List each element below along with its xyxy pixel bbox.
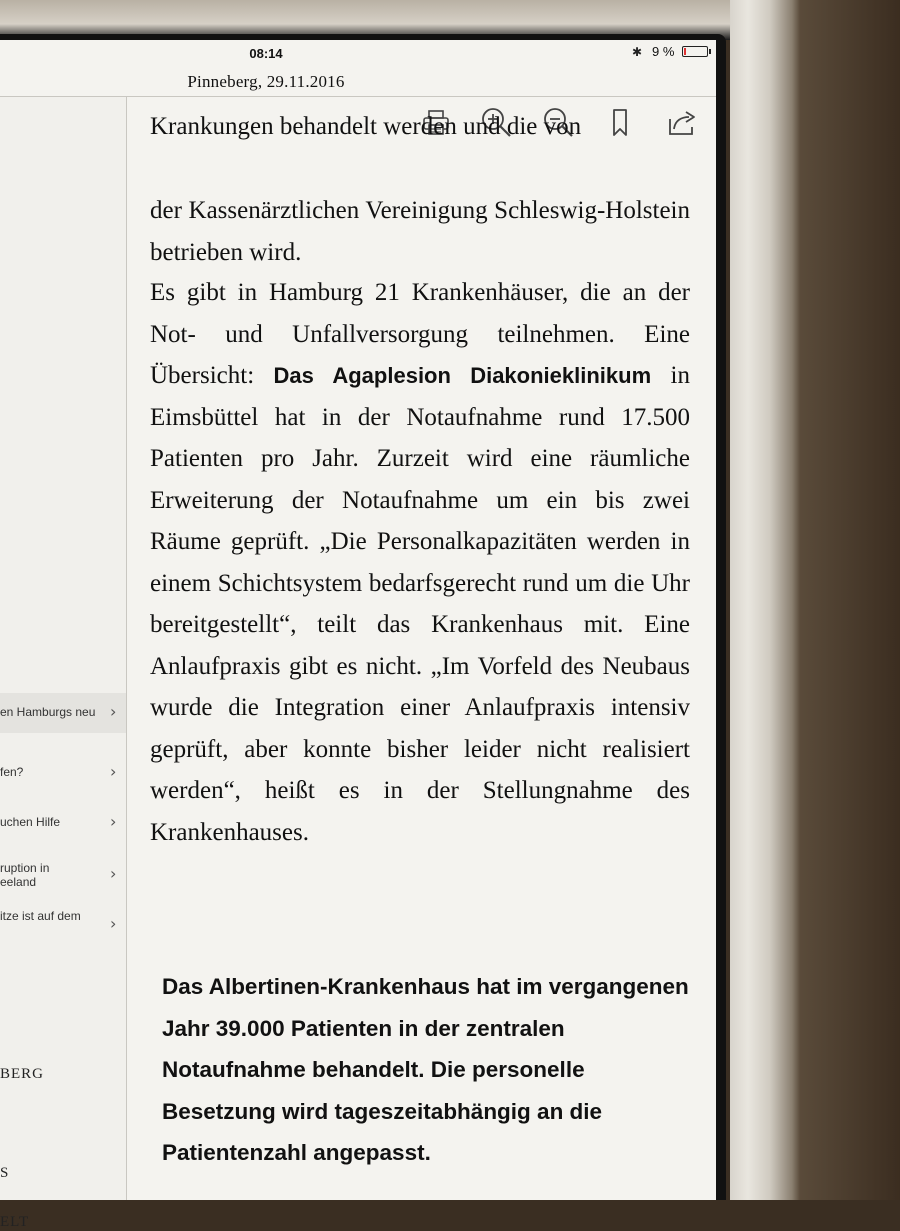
hospital-name-bold: Das Agaplesion Diakonieklinikum bbox=[273, 363, 652, 388]
sidebar-article-item[interactable] bbox=[0, 803, 126, 843]
status-time: 08:14 bbox=[249, 46, 283, 61]
sidebar-article-item[interactable] bbox=[0, 753, 126, 793]
sidebar-article-label: ruption in eeland bbox=[0, 861, 50, 889]
status-bar bbox=[0, 40, 716, 64]
article-text: in Eimsbüttel hat in der Notaufnahme rund 17.500 Patienten pro Jahr. Zurzeit wird eine räumliche Erweiterung der Notaufnahme um ein bis zwei Räume geprüft. „Die Personalkapazitäten werden in einem Schichtsystem bedarfsgerecht rund um die Uhr bereitgestellt“, teilt das Krankenhaus mit. Eine Anlaufpraxis gibt es nicht. „Im Vorfeld des Neubaus wurde die Integration einer Anlaufpraxis intensiv geprüft, aber konnte bisher leider nicht realisiert werden“, heißt es in der Stellungnahme des Krankenhauses. bbox=[150, 362, 690, 846]
battery-percent: 9 % bbox=[652, 44, 675, 59]
sidebar-section-label[interactable]: BERG bbox=[0, 1066, 45, 1082]
battery-icon bbox=[682, 46, 708, 57]
article-cut-line: Krankungen behandelt werden und die von bbox=[150, 113, 582, 140]
sidebar-article-item[interactable] bbox=[0, 855, 126, 895]
battery-nub bbox=[709, 49, 711, 54]
device-frame-right bbox=[730, 0, 900, 1200]
chevron-right-icon: › bbox=[110, 864, 117, 883]
sidebar-section-label[interactable]: S bbox=[0, 1165, 10, 1181]
sidebar-article-item[interactable] bbox=[0, 693, 126, 733]
article-paragraph bbox=[150, 272, 690, 853]
chevron-right-icon: › bbox=[110, 702, 117, 721]
article-text: Es gibt in Hamburg 21 Krankenhäuser, die an der Not- und Unfallversorgung teilnehmen. Eine Übersicht: bbox=[150, 279, 690, 389]
article-paragraph-bold: Das Albertinen-Krankenhaus hat im vergangenen Jahr 39.000 Patienten in der zentralen Notaufnahme behandelt. Die personelle Besetzung wird tageszeitabhängig an die Patientenzahl angepasst. bbox=[162, 974, 689, 1165]
chevron-right-icon: › bbox=[110, 762, 117, 781]
sidebar-article-label: fen? bbox=[0, 765, 24, 779]
battery-fill bbox=[684, 48, 686, 55]
tablet-screen bbox=[0, 40, 716, 1230]
sidebar-section-label[interactable]: ELT bbox=[0, 1214, 30, 1230]
sidebar-article-item[interactable] bbox=[0, 905, 126, 945]
sidebar-article-label: en Hamburgs neu bbox=[0, 705, 96, 719]
article-list-sidebar bbox=[0, 97, 127, 1230]
sidebar-article-label: uchen Hilfe bbox=[0, 815, 61, 829]
chevron-right-icon: › bbox=[110, 914, 117, 933]
sidebar-article-label: itze ist auf dem bbox=[0, 909, 81, 923]
article-body bbox=[150, 113, 700, 1200]
bluetooth-icon: ✱ bbox=[632, 45, 643, 59]
reader-header bbox=[0, 64, 716, 97]
edition-title: Pinneberg, 29.11.2016 bbox=[187, 72, 345, 91]
chevron-right-icon: › bbox=[110, 812, 117, 831]
article-paragraph: der Kassenärztlichen Vereinigung Schleswig-Holstein betrieben wird. bbox=[150, 197, 690, 266]
